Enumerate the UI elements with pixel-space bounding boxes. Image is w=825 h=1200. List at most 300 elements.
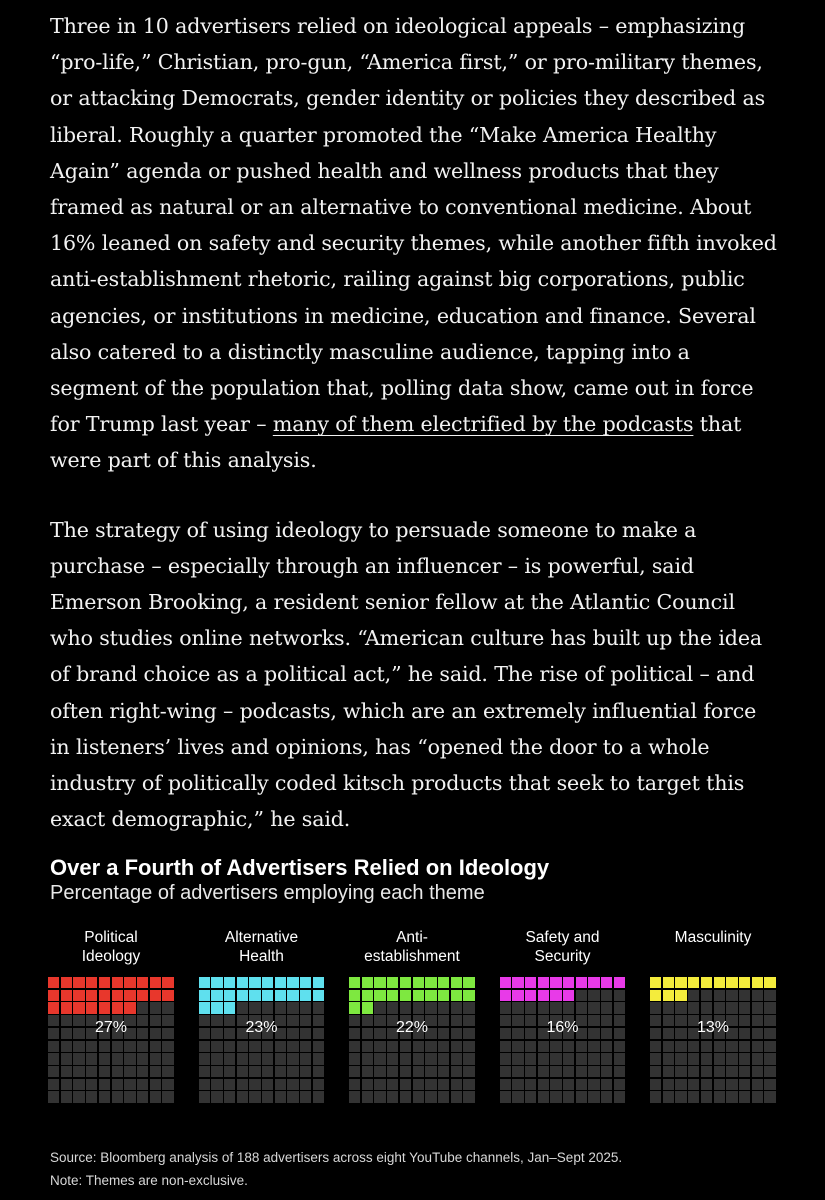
waffle-cell-empty [199, 1091, 210, 1102]
waffle-cell-filled [199, 1002, 210, 1013]
waffle-cell-filled [162, 977, 173, 988]
waffle-cell-filled [601, 977, 612, 988]
waffle-cell-empty [739, 1053, 750, 1064]
waffle-cell-filled [224, 990, 235, 1001]
waffle-cell-empty [701, 1041, 712, 1052]
waffle-cell-empty [349, 1041, 360, 1052]
waffle-cell-empty [726, 1066, 737, 1077]
waffle-cell-filled [112, 977, 123, 988]
waffle-cell-filled [237, 977, 248, 988]
waffle-cell-empty [112, 1066, 123, 1077]
waffle-cell-empty [463, 1091, 474, 1102]
waffle-cell-empty [313, 1066, 324, 1077]
waffle-cell-filled [124, 990, 135, 1001]
waffle-cell-empty [601, 1066, 612, 1077]
waffle-cell-empty [550, 1041, 561, 1052]
waffle-cell-empty [150, 1079, 161, 1090]
waffle-cell-empty [374, 1079, 385, 1090]
waffle-cell-filled [262, 977, 273, 988]
waffle-cell-empty [675, 1066, 686, 1077]
waffle-cell-empty [237, 1053, 248, 1064]
waffle-cell-empty [752, 1079, 763, 1090]
waffle-cell-empty [86, 1053, 97, 1064]
waffle-cell-filled [137, 977, 148, 988]
waffle-cell-empty [601, 1091, 612, 1102]
waffle-cell-empty [400, 1041, 411, 1052]
waffle-cell-empty [224, 1053, 235, 1064]
waffle-cell-empty [237, 1066, 248, 1077]
waffle-cell-empty [650, 1053, 661, 1064]
waffle-cell-empty [211, 1053, 222, 1064]
waffle-cell-empty [650, 1079, 661, 1090]
waffle-cell-empty [752, 1066, 763, 1077]
waffle-cell-filled [162, 990, 173, 1001]
waffle-cell-empty [576, 1091, 587, 1102]
waffle-cell-empty [688, 1002, 699, 1013]
waffle-cell-empty [550, 1079, 561, 1090]
waffle-cell-empty [601, 1079, 612, 1090]
waffle-cell-empty [764, 1053, 775, 1064]
waffle-cell-empty [438, 1079, 449, 1090]
waffle-cell-filled [463, 977, 474, 988]
waffle-cell-empty [500, 1053, 511, 1064]
waffle-cell-filled [663, 990, 674, 1001]
waffle-cell-empty [137, 1041, 148, 1052]
waffle-cell-filled [112, 1002, 123, 1013]
waffle-cell-empty [701, 990, 712, 1001]
waffle-cell-empty [413, 1002, 424, 1013]
waffle-cell-filled [525, 977, 536, 988]
waffle-cell-empty [588, 990, 599, 1001]
waffle-cell-empty [614, 990, 625, 1001]
waffle-cell-empty [211, 1079, 222, 1090]
waffle-cell-filled [752, 977, 763, 988]
waffle-cell-filled [124, 1002, 135, 1013]
waffle-cell-filled [112, 990, 123, 1001]
waffle-cell-empty [701, 1002, 712, 1013]
waffle-cell-filled [387, 990, 398, 1001]
waffle-cell-empty [688, 1066, 699, 1077]
waffle-cell-empty [739, 1091, 750, 1102]
waffle-cell-empty [714, 1002, 725, 1013]
chart-title: Over a Fourth of Advertisers Relied on Ideology [50, 855, 550, 880]
paragraph-2: The strategy of using ideology to persuade someone to make a purchase – especially through an influencer – is powerful, said Emerson Brooking, a resident senior fellow at the Atlantic Council who studies online networks. “American culture has built up the idea of brand choice as a political act,” he said. The rise of political – and often right-wing – podcasts, which are an extremely influential force in listeners’ lives and opinions, has “opened the door to a whole industry of politically coded kitsch products that seek to target this exact demographic,” he said. [50, 517, 762, 832]
waffle-cell-empty [538, 1079, 549, 1090]
waffle-cell-empty [224, 1091, 235, 1102]
waffle-cell-filled [313, 977, 324, 988]
waffle-cell-empty [48, 1041, 59, 1052]
waffle-cell-empty [500, 1041, 511, 1052]
waffle-cell-filled [99, 1002, 110, 1013]
waffle-cell-empty [614, 1002, 625, 1013]
waffle-cell-empty [451, 1091, 462, 1102]
waffle-cell-empty [563, 1002, 574, 1013]
waffle-cell-empty [663, 1053, 674, 1064]
waffle-cell-empty [614, 1079, 625, 1090]
waffle-cell-filled [538, 990, 549, 1001]
waffle-cell-empty [48, 1079, 59, 1090]
waffle-cell-empty [374, 1041, 385, 1052]
waffle-cell-empty [362, 1091, 373, 1102]
waffle-cell-empty [663, 1041, 674, 1052]
waffle-cell-empty [663, 1079, 674, 1090]
waffle-cell-empty [313, 1041, 324, 1052]
waffle-cell-filled [249, 990, 260, 1001]
waffle-cell-empty [150, 1091, 161, 1102]
waffle-cell-empty [61, 1053, 72, 1064]
waffle-cell-empty [463, 1053, 474, 1064]
waffle-cell-empty [714, 1053, 725, 1064]
waffle-cell-empty [512, 1053, 523, 1064]
waffle-cell-filled [48, 977, 59, 988]
waffle-cell-filled [349, 977, 360, 988]
percentage-label: 13% [696, 1019, 730, 1036]
waffle-cell-empty [300, 1066, 311, 1077]
waffle-cell-empty [764, 1091, 775, 1102]
waffle-grid [650, 977, 776, 1103]
waffle-cell-empty [413, 1053, 424, 1064]
waffle-cell-empty [438, 1091, 449, 1102]
waffle-cell-filled [224, 1002, 235, 1013]
waffle-cell-empty [413, 1066, 424, 1077]
waffle-cell-empty [601, 1053, 612, 1064]
waffle-cell-empty [61, 1066, 72, 1077]
waffle-cell-filled [287, 990, 298, 1001]
waffle-cell-empty [675, 1041, 686, 1052]
waffle-cell-empty [61, 1079, 72, 1090]
waffle-cell-filled [374, 977, 385, 988]
waffle-cell-empty [262, 1091, 273, 1102]
waffle-cell-empty [300, 1041, 311, 1052]
waffle-cell-filled [362, 1002, 373, 1013]
waffle-cell-filled [463, 990, 474, 1001]
waffle-cell-filled [576, 977, 587, 988]
waffle-cell-empty [275, 1079, 286, 1090]
waffle-cell-empty [199, 1079, 210, 1090]
waffle-cell-empty [538, 1041, 549, 1052]
waffle-cell-empty [438, 1002, 449, 1013]
waffle-cell-empty [387, 1066, 398, 1077]
waffle-cell-filled [48, 990, 59, 1001]
waffle-cell-empty [73, 1066, 84, 1077]
waffle-cell-filled [73, 977, 84, 988]
waffle-cell-empty [614, 1091, 625, 1102]
waffle-cell-empty [764, 1079, 775, 1090]
waffle-cell-filled [550, 977, 561, 988]
waffle-cell-empty [150, 1066, 161, 1077]
waffle-cell-empty [512, 1091, 523, 1102]
waffle-cell-filled [500, 990, 511, 1001]
waffle-cell-empty [262, 1002, 273, 1013]
waffle-cell-empty [211, 1091, 222, 1102]
waffle-cell-filled [726, 977, 737, 988]
waffle-cell-filled [99, 990, 110, 1001]
waffle-cell-empty [300, 1002, 311, 1013]
waffle-cell-filled [374, 990, 385, 1001]
waffle-cell-empty [262, 1066, 273, 1077]
waffle-cell-empty [451, 1066, 462, 1077]
waffle-cell-filled [362, 977, 373, 988]
waffle-cell-empty [688, 990, 699, 1001]
waffle-cell-filled [400, 990, 411, 1001]
waffle-cell-empty [112, 1041, 123, 1052]
waffle-cell-empty [48, 1066, 59, 1077]
waffle-cell-empty [374, 1002, 385, 1013]
waffle-cell-empty [601, 1041, 612, 1052]
waffle-cell-empty [701, 1053, 712, 1064]
waffle-cell-filled [99, 977, 110, 988]
waffle-cell-empty [237, 1041, 248, 1052]
waffle-cell-empty [538, 1066, 549, 1077]
waffle-cell-empty [525, 1041, 536, 1052]
waffle-cell-empty [400, 1091, 411, 1102]
waffle-cell-empty [739, 1002, 750, 1013]
waffle-cell-empty [525, 1079, 536, 1090]
waffle-cell-empty [275, 1041, 286, 1052]
waffle-cell-filled [275, 990, 286, 1001]
waffle-cell-empty [211, 1066, 222, 1077]
waffle-cell-empty [387, 1053, 398, 1064]
waffle-cell-empty [601, 1002, 612, 1013]
waffle-cell-filled [413, 977, 424, 988]
waffle-cell-empty [550, 1053, 561, 1064]
waffle-cell-empty [701, 1066, 712, 1077]
theme-label: Anti- establishment [364, 929, 460, 965]
waffle-cell-empty [563, 1053, 574, 1064]
waffle-cell-empty [512, 1041, 523, 1052]
waffle-cell-filled [137, 990, 148, 1001]
waffle-cell-empty [73, 1091, 84, 1102]
waffle-cell-empty [387, 1002, 398, 1013]
waffle-cell-empty [438, 1053, 449, 1064]
waffle-cell-empty [714, 1066, 725, 1077]
waffle-cell-empty [137, 1091, 148, 1102]
waffle-cell-empty [438, 1041, 449, 1052]
waffle-cell-empty [576, 1079, 587, 1090]
waffle-cell-filled [349, 1002, 360, 1013]
waffle-cell-empty [500, 1091, 511, 1102]
waffle-cell-empty [124, 1066, 135, 1077]
waffle-cell-empty [48, 1053, 59, 1064]
waffle-cell-filled [550, 990, 561, 1001]
waffle-cell-empty [538, 1091, 549, 1102]
waffle-cell-filled [86, 1002, 97, 1013]
waffle-cell-empty [463, 1079, 474, 1090]
waffle-cell-empty [550, 1066, 561, 1077]
waffle-cell-empty [99, 1091, 110, 1102]
waffle-cell-empty [99, 1079, 110, 1090]
waffle-cell-empty [112, 1091, 123, 1102]
waffle-cell-empty [374, 1091, 385, 1102]
waffle-cell-empty [463, 1002, 474, 1013]
waffle-cell-empty [563, 1041, 574, 1052]
waffle-grid [199, 977, 325, 1103]
waffle-cell-empty [362, 1079, 373, 1090]
waffle-cell-filled [199, 977, 210, 988]
waffle-cell-filled [86, 990, 97, 1001]
waffle-cell-empty [688, 1041, 699, 1052]
chart-subtitle: Percentage of advertisers employing each theme [50, 882, 485, 904]
waffle-cell-empty [425, 1041, 436, 1052]
waffle-chart [48, 925, 798, 1140]
waffle-cell-empty [650, 1066, 661, 1077]
waffle-cell-empty [387, 1079, 398, 1090]
percentage-label: 23% [245, 1019, 278, 1036]
waffle-cell-empty [400, 1079, 411, 1090]
waffle-cell-empty [550, 1002, 561, 1013]
source-note: Source: Bloomberg analysis of 188 advertisers across eight YouTube channels, Jan–Sept 2025. [50, 1150, 623, 1165]
waffle-cell-filled [563, 990, 574, 1001]
waffle-cell-empty [601, 990, 612, 1001]
percentage-label: 27% [94, 1019, 128, 1036]
waffle-cell-empty [588, 1053, 599, 1064]
waffle-cell-empty [162, 1041, 173, 1052]
waffle-cell-empty [362, 1066, 373, 1077]
waffle-cell-filled [48, 1002, 59, 1013]
waffle-cell-filled [61, 1002, 72, 1013]
waffle-cell-empty [137, 1066, 148, 1077]
waffle-cell-empty [675, 1091, 686, 1102]
waffle-cell-empty [349, 1066, 360, 1077]
waffle-cell-empty [550, 1091, 561, 1102]
waffle-cell-empty [249, 1002, 260, 1013]
waffle-cell-filled [525, 990, 536, 1001]
waffle-cell-empty [563, 1079, 574, 1090]
waffle-cell-empty [739, 1079, 750, 1090]
waffle-cell-empty [413, 1041, 424, 1052]
percentage-label: 22% [395, 1019, 429, 1036]
waffle-cell-empty [374, 1066, 385, 1077]
waffle-cell-empty [124, 1041, 135, 1052]
waffle-cell-empty [73, 1079, 84, 1090]
waffle-cell-filled [764, 977, 775, 988]
waffle-cell-filled [199, 990, 210, 1001]
waffle-cell-empty [349, 1091, 360, 1102]
waffle-cell-empty [563, 1091, 574, 1102]
waffle-cell-empty [764, 990, 775, 1001]
waffle-cell-empty [313, 1053, 324, 1064]
waffle-cell-empty [99, 1041, 110, 1052]
waffle-cell-empty [249, 1091, 260, 1102]
waffle-cell-empty [714, 990, 725, 1001]
waffle-cell-filled [563, 977, 574, 988]
waffle-cell-empty [262, 1079, 273, 1090]
waffle-cell-empty [425, 1002, 436, 1013]
waffle-cell-empty [726, 990, 737, 1001]
waffle-cell-empty [714, 1041, 725, 1052]
waffle-cell-filled [287, 977, 298, 988]
waffle-cell-filled [512, 990, 523, 1001]
waffle-cell-empty [99, 1053, 110, 1064]
waffle-cell-empty [463, 1041, 474, 1052]
waffle-cell-empty [362, 1041, 373, 1052]
waffle-cell-empty [752, 990, 763, 1001]
waffle-cell-empty [349, 1079, 360, 1090]
waffle-cell-empty [525, 1066, 536, 1077]
waffle-cell-filled [650, 990, 661, 1001]
waffle-cell-empty [576, 1066, 587, 1077]
waffle-cell-empty [500, 1002, 511, 1013]
waffle-cell-empty [137, 1002, 148, 1013]
waffle-cell-filled [588, 977, 599, 988]
waffle-cell-filled [349, 990, 360, 1001]
waffle-cell-empty [425, 1053, 436, 1064]
waffle-cell-filled [275, 977, 286, 988]
waffle-cell-filled [438, 990, 449, 1001]
waffle-cell-empty [249, 1053, 260, 1064]
waffle-cell-empty [224, 1079, 235, 1090]
waffle-cell-empty [287, 1053, 298, 1064]
waffle-cell-filled [701, 977, 712, 988]
waffle-cell-empty [262, 1041, 273, 1052]
waffle-cell-empty [512, 1002, 523, 1013]
waffle-cell-empty [525, 1002, 536, 1013]
waffle-cell-empty [650, 1041, 661, 1052]
waffle-cell-empty [451, 1002, 462, 1013]
waffle-grid [48, 977, 174, 1103]
waffle-cell-filled [438, 977, 449, 988]
waffle-cell-filled [538, 977, 549, 988]
waffle-cell-empty [563, 1066, 574, 1077]
waffle-cell-empty [701, 1091, 712, 1102]
theme-label: Masculinity [674, 929, 752, 946]
waffle-grid [500, 977, 626, 1103]
waffle-cell-empty [525, 1091, 536, 1102]
waffle-cell-empty [199, 1053, 210, 1064]
waffle-cell-empty [387, 1041, 398, 1052]
waffle-cell-empty [162, 1066, 173, 1077]
waffle-cell-filled [249, 977, 260, 988]
waffle-cell-filled [211, 990, 222, 1001]
waffle-cell-filled [675, 990, 686, 1001]
waffle-cell-empty [726, 1053, 737, 1064]
podcasts-link[interactable]: many of them electrified by the podcasts [272, 412, 694, 437]
waffle-cell-empty [287, 1066, 298, 1077]
waffle-cell-empty [451, 1041, 462, 1052]
waffle-cell-empty [73, 1053, 84, 1064]
waffle-cell-filled [300, 990, 311, 1001]
waffle-cell-empty [86, 1066, 97, 1077]
waffle-cell-empty [675, 1053, 686, 1064]
waffle-cell-filled [237, 990, 248, 1001]
waffle-cell-empty [287, 1079, 298, 1090]
waffle-cell-filled [86, 977, 97, 988]
waffle-cell-filled [688, 977, 699, 988]
waffle-cell-filled [663, 977, 674, 988]
waffle-cell-filled [313, 990, 324, 1001]
waffle-cell-empty [275, 1066, 286, 1077]
waffle-cell-empty [374, 1053, 385, 1064]
waffle-cell-filled [300, 977, 311, 988]
waffle-cell-filled [150, 990, 161, 1001]
waffle-cell-filled [425, 977, 436, 988]
waffle-cell-empty [614, 1053, 625, 1064]
waffle-cell-filled [400, 977, 411, 988]
waffle-cell-empty [512, 1066, 523, 1077]
waffle-cell-filled [362, 990, 373, 1001]
waffle-cell-empty [752, 1053, 763, 1064]
waffle-cell-empty [752, 1002, 763, 1013]
waffle-cell-empty [614, 1066, 625, 1077]
waffle-cell-empty [86, 1041, 97, 1052]
waffle-cell-empty [576, 1053, 587, 1064]
waffle-cell-empty [224, 1066, 235, 1077]
waffle-cell-empty [576, 1002, 587, 1013]
waffle-cell-empty [701, 1079, 712, 1090]
waffle-cell-empty [538, 1002, 549, 1013]
waffle-cell-filled [73, 990, 84, 1001]
article-body [50, 8, 780, 870]
